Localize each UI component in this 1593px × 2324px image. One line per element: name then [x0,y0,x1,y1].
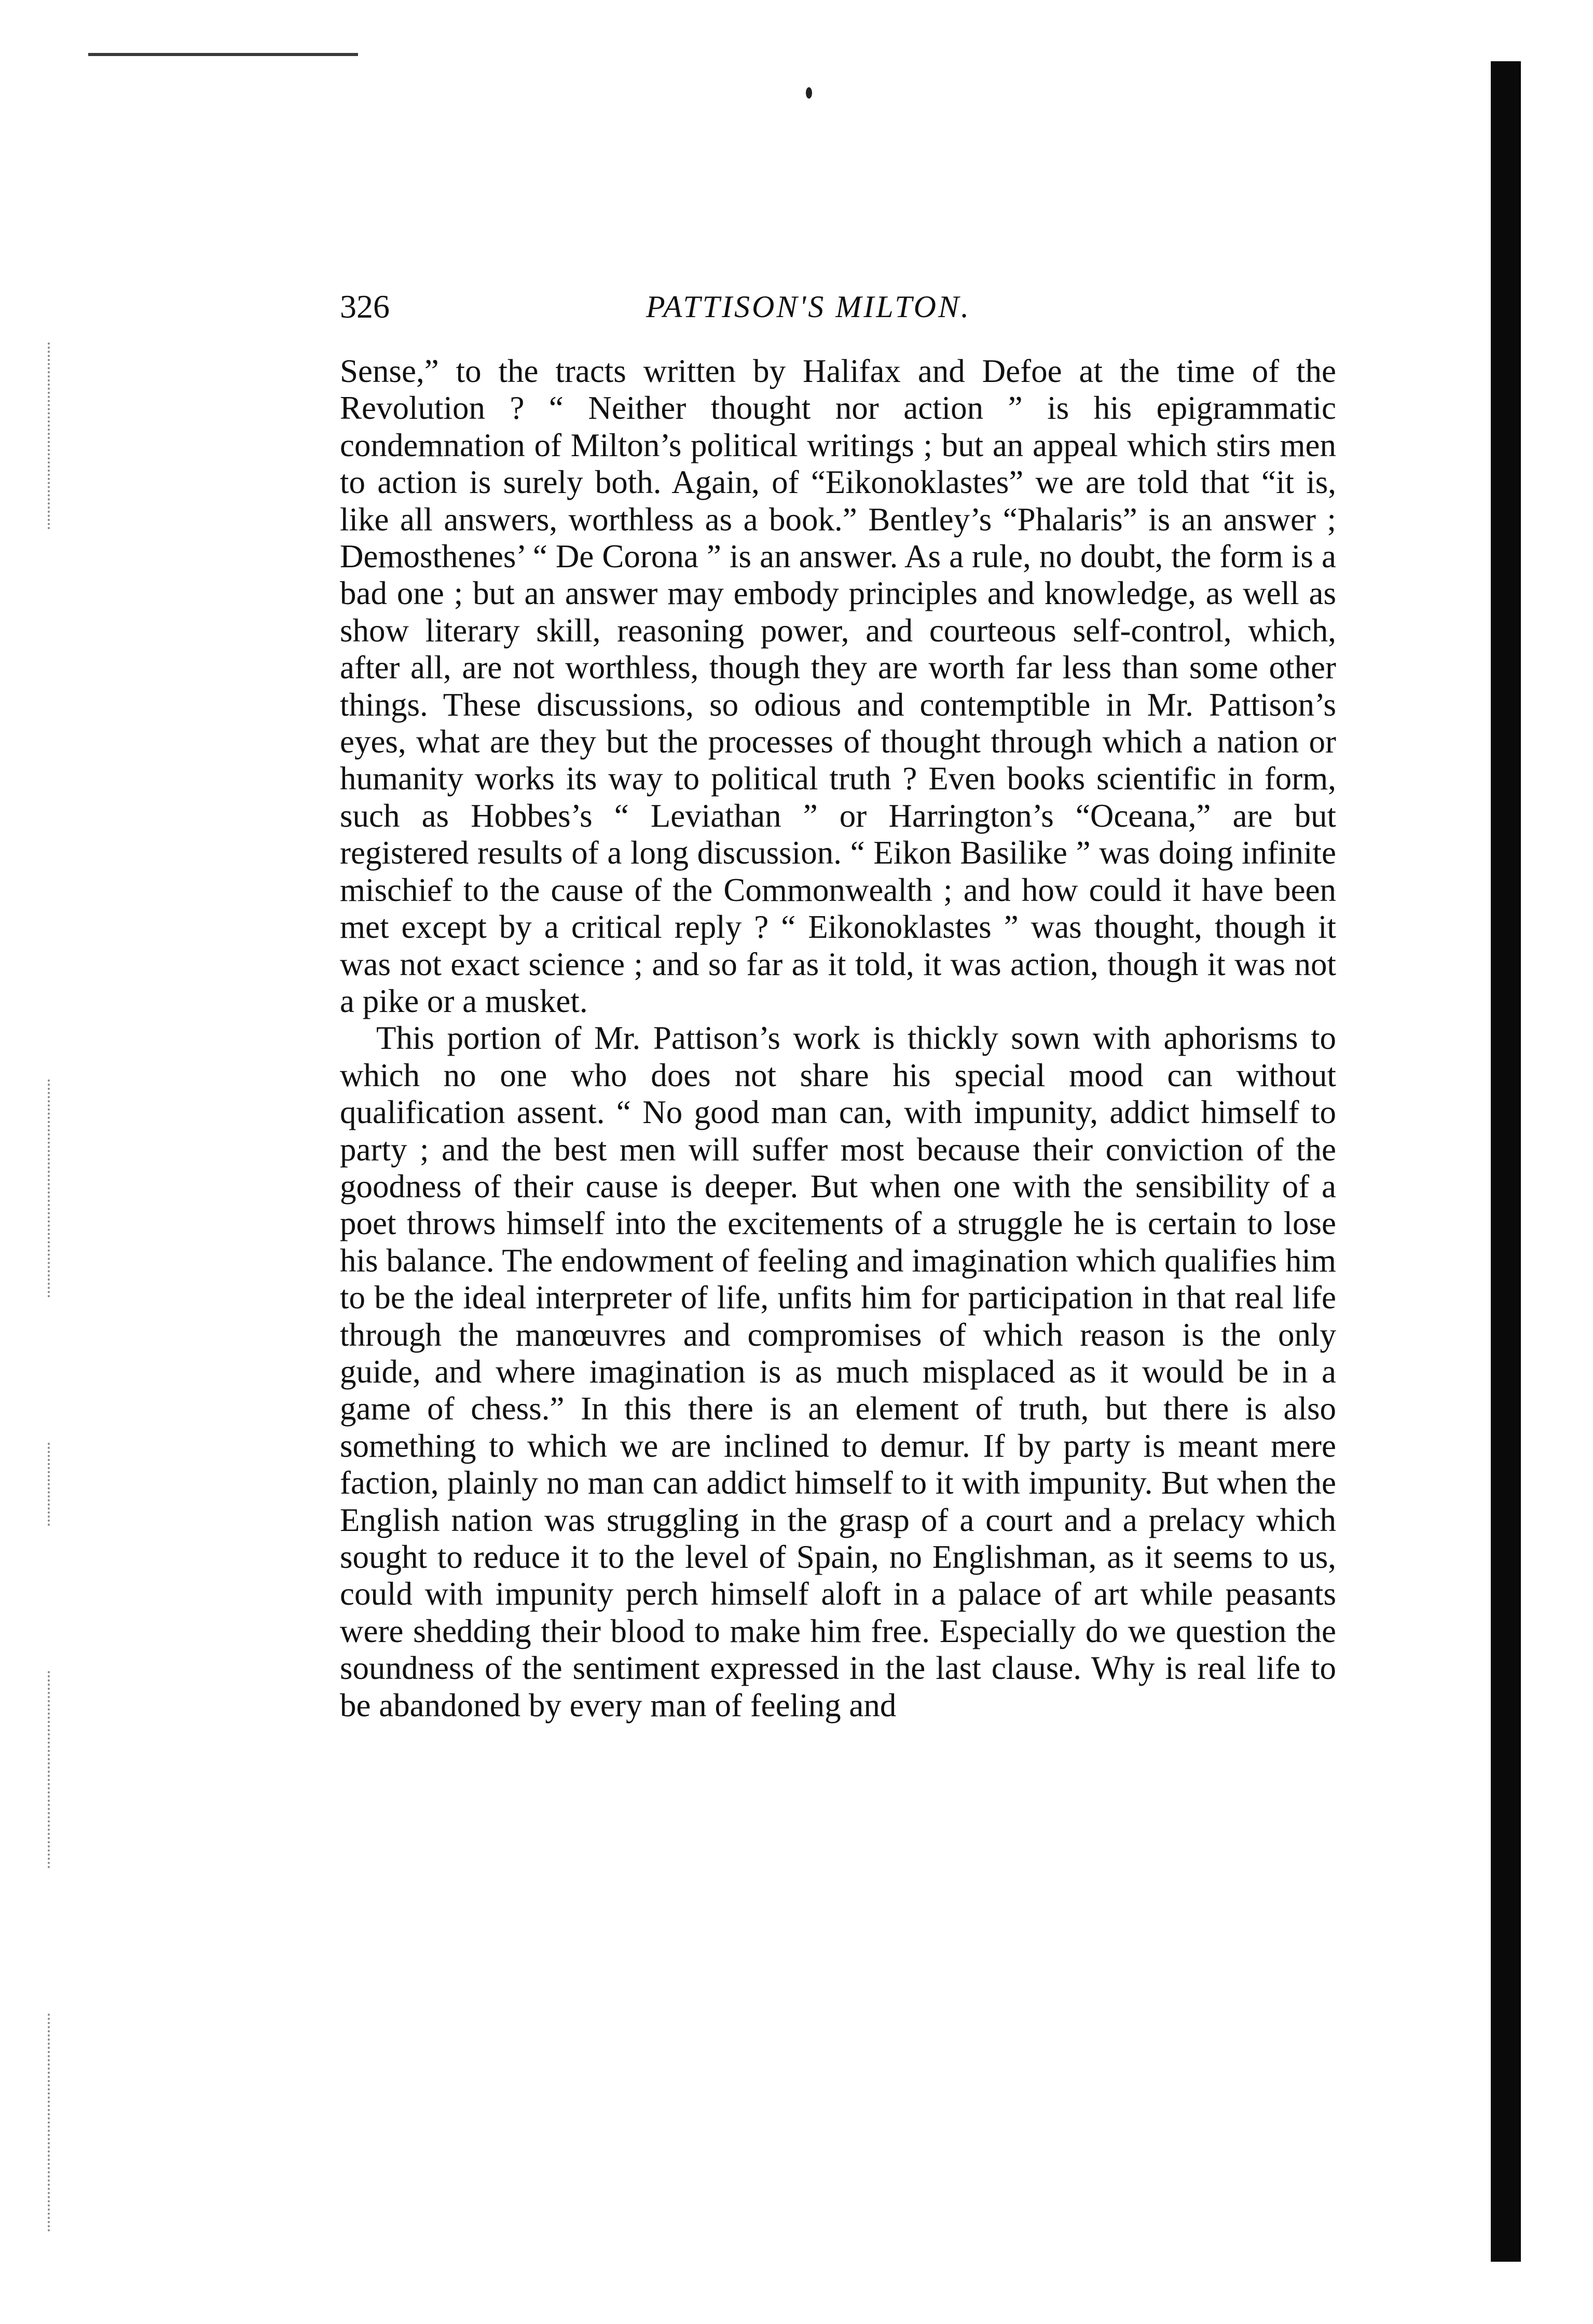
scan-margin-dots [48,1079,53,1297]
scan-binding-shadow [1491,61,1521,2262]
scan-edge-rule [88,53,358,56]
scan-margin-dots [48,343,53,529]
scan-speck [806,87,812,99]
scan-margin-dots [48,1671,53,1868]
scan-margin-dots [48,1443,53,1526]
page-number: 326 [340,288,390,325]
body-text [340,353,1336,1724]
running-head: PATTISON'S MILTON. [646,290,971,324]
page-header [340,283,1378,330]
scan-margin-dots [48,2014,53,2232]
paragraph: Sense,” to the tracts written by Halifax and Defoe at the time of the Revolution ? “ Neither thought nor action ” is his epigrammatic condemnation of Milton’s political writings ; but an appeal which stirs men to action is surely both. Again, of “Eikonoklastes” we are told that “it is, like all answers, worthless as a book.” Bentley’s “Phalaris” is an answer ; Demosthenes’ “ De Corona ” is an answer. As a rule, no doubt, the form is a bad one ; but an answer may embody principles and knowledge, as well as show literary skill, reasoning power, and courteous self-control, which, after all, are not worthless, though they are worth far less than some other things. These discussions, so odious and contemptible in Mr. Pattison’s eyes, what are they but the processes of thought through which a nation or humanity works its way to political truth ? Even books scientific in form, such as Hobbes’s “ Leviathan ” or Harrington’s “Oceana,” are but registered results of a long discussion. “ Eikon Basilike ” was doing infinite mischief to the cause of the Commonwealth ; and how could it have been met except by a critical reply ? “ Eikonoklastes ” was thought, though it was not exact science ; and so far as it told, it was action, though it was not a pike or a musket. [340,353,1336,1019]
paragraph: This portion of Mr. Pattison’s work is thickly sown with aphorisms to which no one who does not share his special mood can without qualification assent. “ No good man can, with impunity, addict himself to party ; and the best men will suffer most because their conviction of the goodness of their cause is deeper. But when one with the sensibility of a poet throws himself into the excitements of a struggle he is certain to lose his balance. The endowment of feeling and imagination which qualifies him to be the ideal interpreter of life, unfits him for participation in that real life through the manœuvres and compromises of which reason is the only guide, and where imagination is as much misplaced as it would be in a game of chess.” In this there is an element of truth, but there is also something to which we are inclined to demur. If by party is meant mere faction, plainly no man can addict himself to it with impunity. But when the English nation was struggling in the grasp of a court and a prelacy which sought to reduce it to the level of Spain, no Englishman, as it seems to us, could with impunity perch himself aloft in a palace of art while peasants were shedding their blood to make him free. Especially do we question the soundness of the sentiment expressed in the last clause. Why is real life to be abandoned by every man of feeling and [340,1020,1336,1724]
